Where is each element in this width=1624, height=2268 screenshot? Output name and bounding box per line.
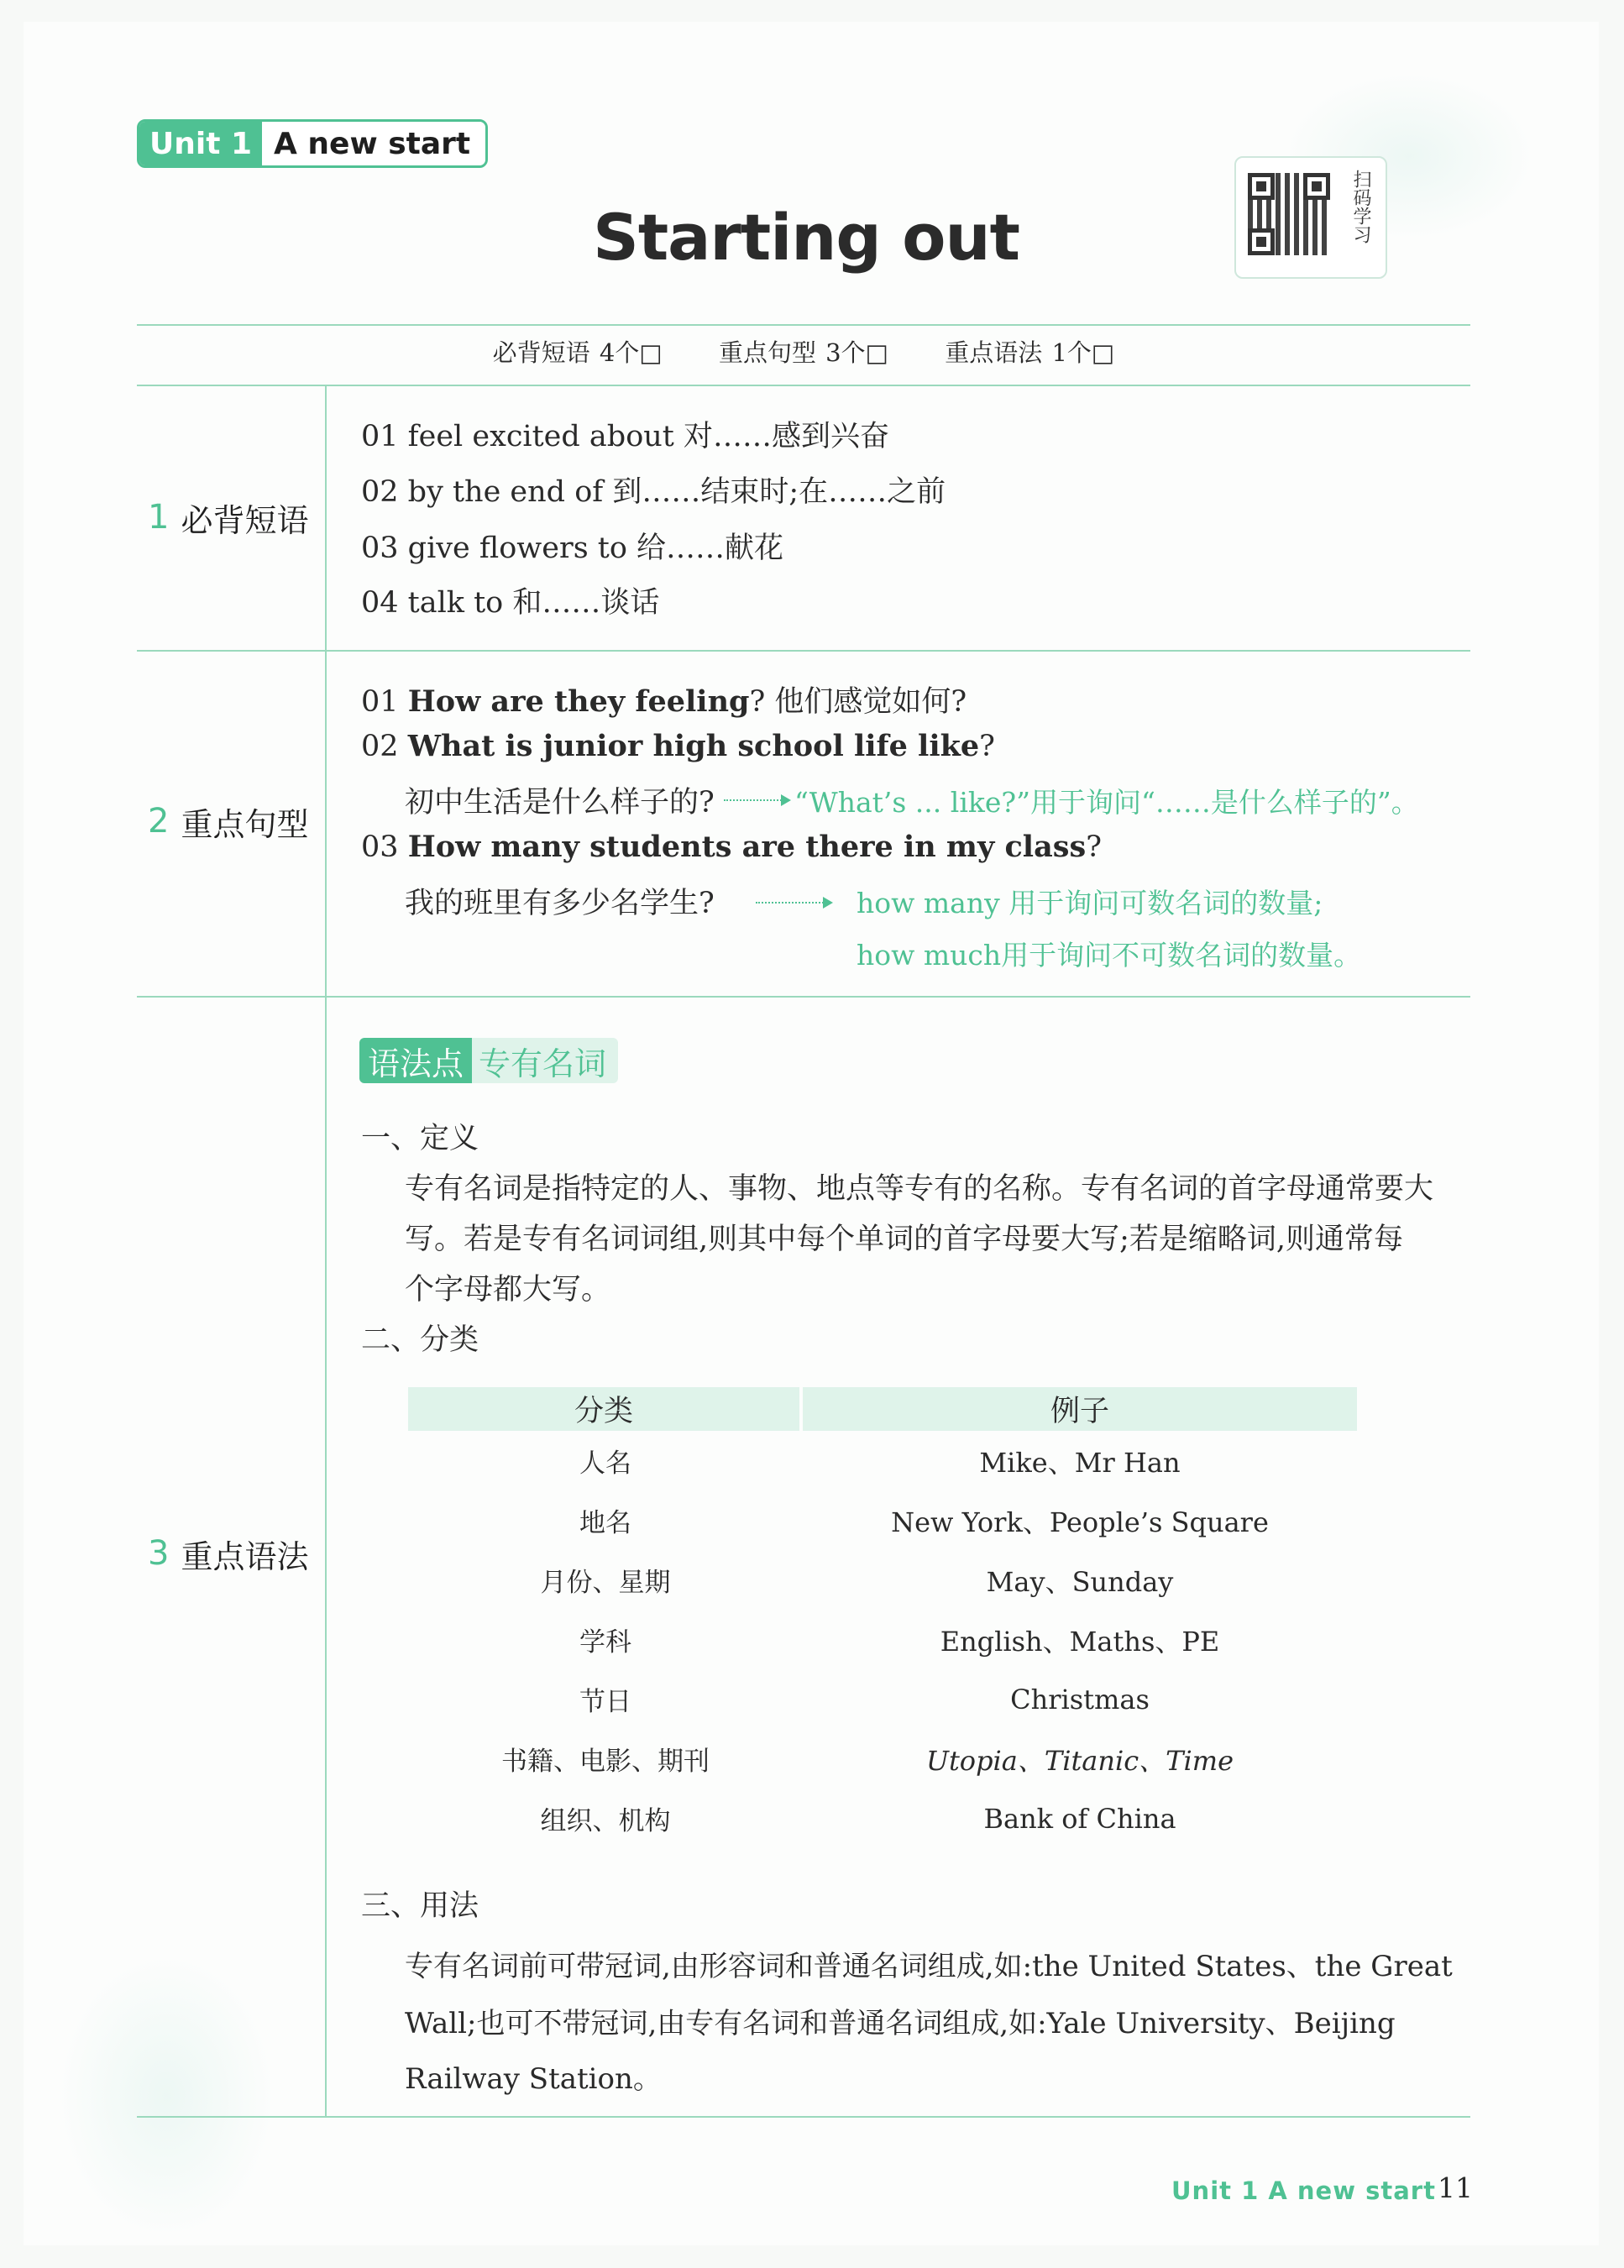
sentence-1: 01 How are they feeling? 他们感觉如何? xyxy=(361,684,967,719)
page-title: Starting out xyxy=(593,200,1019,275)
usage-line-3: Railway Station。 xyxy=(405,2062,662,2096)
heading-usage: 三、用法 xyxy=(361,1889,479,1923)
qr-code-box[interactable] xyxy=(1234,156,1387,279)
phrase-4: 04 talk to 和……谈话 xyxy=(361,586,660,620)
qr-label: 扫码学习 xyxy=(1350,170,1371,244)
sentence-3-translation: 我的班里有多少名学生? xyxy=(405,887,715,920)
sentence-3-note-2: how much用于询问不可数名词的数量。 xyxy=(857,939,1362,972)
divider xyxy=(137,2116,1470,2118)
divider xyxy=(137,385,1470,386)
divider xyxy=(137,650,1470,652)
counts-bar xyxy=(137,334,1470,369)
table-header xyxy=(408,1387,1357,1431)
definition-line-3: 个字母都大写。 xyxy=(405,1273,611,1307)
definition-line-1: 专有名词是指特定的人、事物、地点等专有的名称。专有名词的首字母通常要大 xyxy=(405,1172,1434,1206)
count-grammar: 重点语法 1个□ xyxy=(945,338,1115,367)
divider xyxy=(137,996,1470,998)
sentence-3: 03 How many students are there in my class? xyxy=(361,830,1102,864)
sentence-2: 02 What is junior high school life like? xyxy=(361,729,995,763)
usage-line-2: Wall;也可不带冠词,由专有名词和普通名词组成,如:Yale University、Beijing xyxy=(405,2007,1396,2040)
usage-line-1: 专有名词前可带冠词,由形容词和普通名词组成,如:the United States、the Great xyxy=(405,1950,1453,1983)
table-row: 地名 New York、People’s Square xyxy=(579,1506,1269,1538)
footer-unit-label: Unit 1 A new start xyxy=(1171,2176,1436,2205)
page-number: 11 xyxy=(1438,2171,1473,2204)
phrase-2: 02 by the end of 到……结束时;在……之前 xyxy=(361,475,946,509)
count-sentences: 重点句型 3个□ xyxy=(718,338,889,367)
table-row: 学科 English、Maths、PE xyxy=(579,1625,1220,1658)
column-header-example: 例子 xyxy=(803,1387,1357,1431)
sentence-2-note: “What’s ... like?”用于询问“……是什么样子的”。 xyxy=(794,786,1419,819)
table-row: 人名 Mike、Mr Han xyxy=(579,1446,1181,1479)
unit-title: A new start xyxy=(262,122,485,165)
sentence-3-note-1: how many 用于询问可数名词的数量; xyxy=(857,887,1323,919)
column-header-category: 分类 xyxy=(408,1387,799,1431)
grammar-tag: 语法点 专有名词 xyxy=(359,1038,618,1083)
qr-code-icon[interactable] xyxy=(1248,173,1330,255)
classification-table xyxy=(408,1387,1357,1848)
arrow-icon xyxy=(724,799,788,803)
column-divider xyxy=(325,386,327,2118)
decorative-leaf xyxy=(57,1953,275,2239)
definition-line-2: 写。若是专有名词词组,则其中每个单词的首字母要大写;若是缩略词,则通常每 xyxy=(405,1223,1404,1256)
table-row: 书籍、电影、期刊 Utopia、Titanic、Time xyxy=(501,1744,1234,1777)
phrase-1: 01 feel excited about 对……感到兴奋 xyxy=(361,420,889,453)
count-phrases: 必背短语 4个□ xyxy=(492,338,663,367)
table-row: 月份、星期 May、Sunday xyxy=(540,1565,1174,1598)
unit-number: Unit 1 xyxy=(139,122,262,165)
unit-tag xyxy=(137,119,488,168)
divider xyxy=(137,324,1470,326)
table-row: 组织、机构 Bank of China xyxy=(540,1802,1176,1836)
table-row: 节日 Christmas xyxy=(579,1683,1150,1717)
phrase-3: 03 give flowers to 给……献花 xyxy=(361,532,784,565)
heading-definition: 一、定义 xyxy=(361,1122,479,1155)
arrow-icon xyxy=(756,902,830,905)
section-2-label: 2 重点句型 xyxy=(148,798,324,845)
sentence-2-translation: 初中生活是什么样子的? xyxy=(405,786,715,820)
section-1-label: 1 必背短语 xyxy=(148,494,324,541)
heading-classification: 二、分类 xyxy=(361,1323,479,1357)
section-3-label: 3 重点语法 xyxy=(148,1530,324,1577)
